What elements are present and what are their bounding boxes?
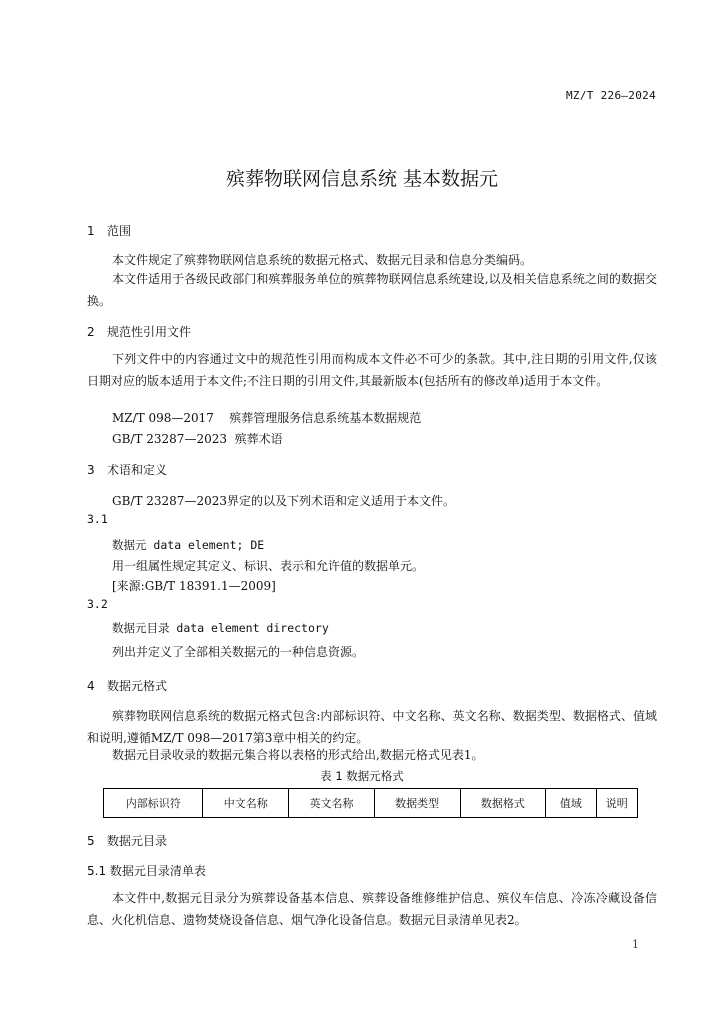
- section-4-heading: [87, 677, 167, 694]
- document-title: 殡葬物联网信息系统 基本数据元: [225, 168, 499, 190]
- paragraph: 数据元目录收录的数据元集合将以表格的形式给出,数据元格式见表1。: [112, 748, 484, 762]
- section-title: 范围: [107, 224, 132, 238]
- normative-reference: MZ/T 098—2017 殡葬管理服务信息系统基本数据规范: [112, 411, 422, 425]
- term-name: 数据元目录 data element directory: [112, 621, 329, 635]
- paragraph: 本文件适用于各级民政部门和殡葬服务单位的殡葬物联网信息系统建设,以及相关信息系统之间的数据交换。: [87, 272, 657, 308]
- table-header-cell: 中文名称: [203, 789, 289, 818]
- table-caption: 表 1 数据元格式: [320, 769, 404, 783]
- term-source: [来源:GB/T 18391.1—2009]: [112, 579, 276, 593]
- table-header-row: [104, 789, 638, 818]
- table-header-cell: 数据类型: [374, 789, 460, 818]
- table-header-cell: 数据格式: [460, 789, 546, 818]
- section-number: 2: [87, 325, 95, 339]
- paragraph: 下列文件中的内容通过文中的规范性引用而构成本文件必不可少的条款。其中,注日期的引用文件,仅该日期对应的版本适用于本文件;不注日期的引用文件,其最新版本(包括所有的修改单)适用于本文件。: [87, 352, 657, 388]
- section-3-heading: [87, 461, 167, 478]
- section-number: 1: [87, 224, 95, 238]
- section-number: 5: [87, 834, 95, 848]
- paragraph: GB/T 23287—2023界定的以及下列术语和定义适用于本文件。: [112, 494, 455, 508]
- section-title: 术语和定义: [107, 463, 168, 477]
- paragraph: 殡葬物联网信息系统的数据元格式包含:内部标识符、中文名称、英文名称、数据类型、数据格式、值域和说明,遵循MZ/T 098—2017第3章中相关的约定。: [87, 709, 657, 745]
- section-title: 数据元格式: [107, 679, 168, 693]
- standard-code: MZ/T 226—2024: [566, 89, 656, 102]
- term-number: 3.1: [87, 512, 108, 526]
- section-number: 4: [87, 679, 95, 693]
- page-number: 1: [632, 938, 639, 951]
- term-number: 3.2: [87, 597, 108, 611]
- term-definition: 用一组属性规定其定义、标识、表示和允许值的数据单元。: [112, 559, 425, 573]
- table-header-cell: 内部标识符: [104, 789, 203, 818]
- section-5-heading: [87, 832, 167, 849]
- table-header-cell: 说明: [596, 789, 638, 818]
- data-element-format-table: [103, 788, 638, 818]
- section-2-heading: [87, 323, 191, 340]
- section-title: 数据元目录: [107, 834, 168, 848]
- section-number: 3: [87, 463, 95, 477]
- normative-reference: GB/T 23287—2023 殡葬术语: [112, 432, 283, 446]
- paragraph: 本文件中,数据元目录分为殡葬设备基本信息、殡葬设备维修维护信息、殡仪车信息、冷冻冷藏设备信息、火化机信息、遗物焚烧设备信息、烟气净化设备信息。数据元目录清单见表2。: [87, 891, 657, 927]
- subsection-5-1-heading: 5.1 数据元目录清单表: [87, 864, 206, 878]
- paragraph: 本文件规定了殡葬物联网信息系统的数据元格式、数据元目录和信息分类编码。: [112, 253, 533, 267]
- term-definition: 列出并定义了全部相关数据元的一种信息资源。: [112, 645, 365, 659]
- table-header-cell: 英文名称: [289, 789, 375, 818]
- section-1-heading: [87, 222, 131, 239]
- term-name: 数据元 data element; DE: [112, 538, 265, 552]
- section-title: 规范性引用文件: [107, 325, 192, 339]
- table-header-cell: 值域: [546, 789, 596, 818]
